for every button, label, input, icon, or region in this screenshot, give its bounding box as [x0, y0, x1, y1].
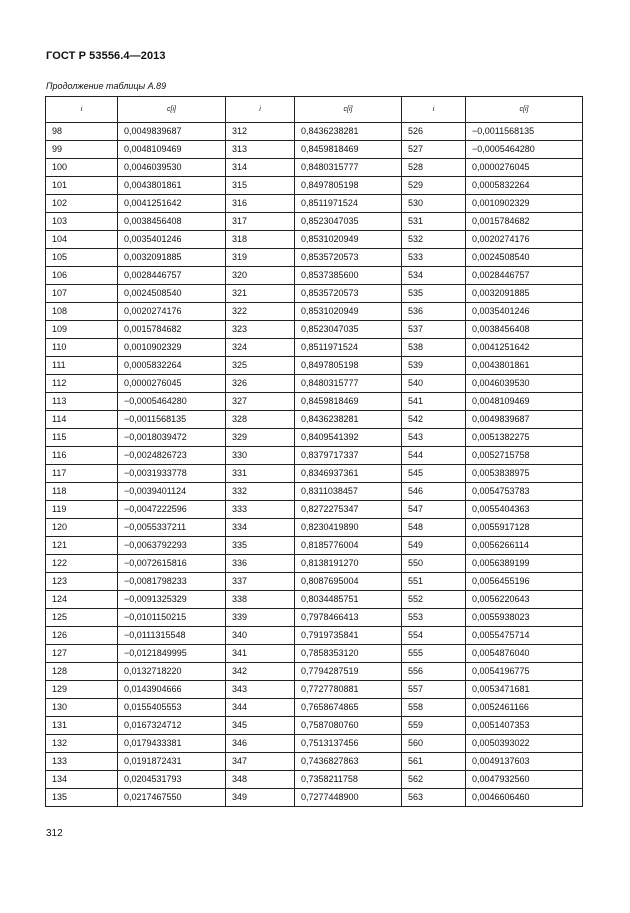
cell-coefficient: 0,8535720573 — [295, 285, 402, 303]
cell-index: 530 — [402, 195, 466, 213]
cell-index: 320 — [226, 267, 295, 285]
cell-coefficient: 0,8138191270 — [295, 555, 402, 573]
cell-coefficient: 0,0054196775 — [466, 663, 583, 681]
cell-coefficient: −0,0081798233 — [118, 573, 226, 591]
cell-index: 545 — [402, 465, 466, 483]
cell-index: 336 — [226, 555, 295, 573]
cell-coefficient: −0,0047222596 — [118, 501, 226, 519]
cell-index: 324 — [226, 339, 295, 357]
cell-index: 347 — [226, 753, 295, 771]
cell-index: 116 — [46, 447, 118, 465]
cell-coefficient: −0,0039401124 — [118, 483, 226, 501]
cell-index: 132 — [46, 735, 118, 753]
table-row — [46, 393, 583, 411]
cell-index: 322 — [226, 303, 295, 321]
cell-coefficient: −0,0011568135 — [118, 411, 226, 429]
table-row — [46, 753, 583, 771]
cell-coefficient: 0,0005832264 — [466, 177, 583, 195]
cell-coefficient: 0,8497805198 — [295, 357, 402, 375]
cell-index: 550 — [402, 555, 466, 573]
cell-index: 328 — [226, 411, 295, 429]
cell-coefficient: 0,8459818469 — [295, 141, 402, 159]
cell-index: 538 — [402, 339, 466, 357]
cell-index: 111 — [46, 357, 118, 375]
cell-index: 543 — [402, 429, 466, 447]
table-row — [46, 537, 583, 555]
cell-coefficient: 0,0010902329 — [466, 195, 583, 213]
cell-index: 326 — [226, 375, 295, 393]
cell-index: 126 — [46, 627, 118, 645]
cell-index: 122 — [46, 555, 118, 573]
cell-coefficient: 0,7794287519 — [295, 663, 402, 681]
cell-coefficient: 0,0155405553 — [118, 699, 226, 717]
cell-coefficient: 0,8185776004 — [295, 537, 402, 555]
cell-index: 549 — [402, 537, 466, 555]
cell-index: 129 — [46, 681, 118, 699]
table-caption: Продолжение таблицы А.89 — [46, 81, 167, 91]
cell-coefficient: 0,0048109469 — [118, 141, 226, 159]
cell-index: 552 — [402, 591, 466, 609]
cell-coefficient: −0,0055337211 — [118, 519, 226, 537]
cell-coefficient: 0,8537385600 — [295, 267, 402, 285]
cell-index: 127 — [46, 645, 118, 663]
cell-index: 98 — [46, 123, 118, 141]
cell-index: 345 — [226, 717, 295, 735]
cell-index: 344 — [226, 699, 295, 717]
cell-coefficient: 0,0056389199 — [466, 555, 583, 573]
table-row — [46, 375, 583, 393]
table-row — [46, 735, 583, 753]
cell-coefficient: 0,0054876040 — [466, 645, 583, 663]
cell-index: 541 — [402, 393, 466, 411]
cell-coefficient: 0,0032091885 — [118, 249, 226, 267]
cell-coefficient: 0,0000276045 — [118, 375, 226, 393]
table-row — [46, 411, 583, 429]
cell-index: 343 — [226, 681, 295, 699]
cell-index: 340 — [226, 627, 295, 645]
cell-coefficient: 0,0049839687 — [466, 411, 583, 429]
cell-index: 123 — [46, 573, 118, 591]
cell-coefficient: 0,7658674865 — [295, 699, 402, 717]
cell-index: 105 — [46, 249, 118, 267]
cell-coefficient: 0,0053838975 — [466, 465, 583, 483]
table-row — [46, 285, 583, 303]
cell-index: 100 — [46, 159, 118, 177]
cell-index: 555 — [402, 645, 466, 663]
cell-index: 119 — [46, 501, 118, 519]
cell-coefficient: −0,0091325329 — [118, 591, 226, 609]
header-index-3: i — [402, 97, 466, 123]
cell-coefficient: −0,0101150215 — [118, 609, 226, 627]
table-row — [46, 231, 583, 249]
cell-coefficient: 0,8511971524 — [295, 195, 402, 213]
header-coef-3: c[i] — [466, 97, 583, 123]
cell-coefficient: 0,8480315777 — [295, 159, 402, 177]
cell-index: 547 — [402, 501, 466, 519]
cell-coefficient: 0,7587080760 — [295, 717, 402, 735]
cell-index: 339 — [226, 609, 295, 627]
cell-coefficient: 0,0055475714 — [466, 627, 583, 645]
table-row — [46, 195, 583, 213]
cell-coefficient: 0,8311038457 — [295, 483, 402, 501]
cell-index: 560 — [402, 735, 466, 753]
cell-index: 548 — [402, 519, 466, 537]
header-index-2: i — [226, 97, 295, 123]
cell-index: 544 — [402, 447, 466, 465]
cell-index: 527 — [402, 141, 466, 159]
table-row — [46, 321, 583, 339]
cell-index: 335 — [226, 537, 295, 555]
cell-index: 118 — [46, 483, 118, 501]
cell-index: 99 — [46, 141, 118, 159]
cell-coefficient: 0,0217467550 — [118, 789, 226, 807]
cell-coefficient: 0,0047932560 — [466, 771, 583, 789]
cell-index: 557 — [402, 681, 466, 699]
cell-coefficient: −0,0031933778 — [118, 465, 226, 483]
table-row — [46, 123, 583, 141]
cell-coefficient: 0,7978466413 — [295, 609, 402, 627]
cell-index: 108 — [46, 303, 118, 321]
cell-coefficient: 0,7919735841 — [295, 627, 402, 645]
cell-index: 562 — [402, 771, 466, 789]
cell-coefficient: 0,0015784682 — [466, 213, 583, 231]
cell-index: 103 — [46, 213, 118, 231]
cell-coefficient: 0,0035401246 — [118, 231, 226, 249]
cell-index: 124 — [46, 591, 118, 609]
cell-index: 125 — [46, 609, 118, 627]
table-row — [46, 249, 583, 267]
cell-coefficient: 0,0056455196 — [466, 573, 583, 591]
cell-index: 349 — [226, 789, 295, 807]
cell-coefficient: 0,8523047035 — [295, 213, 402, 231]
cell-coefficient: 0,0056220643 — [466, 591, 583, 609]
cell-coefficient: 0,0010902329 — [118, 339, 226, 357]
cell-index: 327 — [226, 393, 295, 411]
cell-index: 316 — [226, 195, 295, 213]
cell-coefficient: 0,0204531793 — [118, 771, 226, 789]
cell-coefficient: 0,8459818469 — [295, 393, 402, 411]
cell-index: 542 — [402, 411, 466, 429]
cell-coefficient: 0,8531020949 — [295, 231, 402, 249]
cell-index: 533 — [402, 249, 466, 267]
cell-index: 130 — [46, 699, 118, 717]
cell-coefficient: −0,0011568135 — [466, 123, 583, 141]
cell-index: 531 — [402, 213, 466, 231]
cell-index: 133 — [46, 753, 118, 771]
table-row — [46, 717, 583, 735]
cell-coefficient: 0,0046039530 — [466, 375, 583, 393]
table-row — [46, 501, 583, 519]
cell-coefficient: 0,8087695004 — [295, 573, 402, 591]
cell-index: 338 — [226, 591, 295, 609]
cell-coefficient: 0,0043801861 — [118, 177, 226, 195]
cell-index: 558 — [402, 699, 466, 717]
table-row — [46, 357, 583, 375]
table-row — [46, 609, 583, 627]
cell-index: 528 — [402, 159, 466, 177]
cell-coefficient: 0,0038456408 — [118, 213, 226, 231]
table-body — [46, 123, 583, 807]
cell-coefficient: 0,0041251642 — [118, 195, 226, 213]
cell-index: 330 — [226, 447, 295, 465]
cell-coefficient: 0,0028446757 — [466, 267, 583, 285]
cell-coefficient: 0,0053471681 — [466, 681, 583, 699]
cell-coefficient: −0,0024826723 — [118, 447, 226, 465]
table-row — [46, 591, 583, 609]
cell-coefficient: 0,0167324712 — [118, 717, 226, 735]
cell-index: 315 — [226, 177, 295, 195]
table-row — [46, 771, 583, 789]
cell-coefficient: 0,0179433381 — [118, 735, 226, 753]
table-row — [46, 429, 583, 447]
cell-index: 341 — [226, 645, 295, 663]
cell-index: 313 — [226, 141, 295, 159]
table-row — [46, 555, 583, 573]
cell-index: 348 — [226, 771, 295, 789]
cell-index: 536 — [402, 303, 466, 321]
cell-coefficient: 0,8272275347 — [295, 501, 402, 519]
cell-index: 323 — [226, 321, 295, 339]
cell-index: 128 — [46, 663, 118, 681]
cell-index: 534 — [402, 267, 466, 285]
cell-index: 546 — [402, 483, 466, 501]
table-header-row — [46, 97, 583, 123]
header-index-1: i — [46, 97, 118, 123]
table-row — [46, 519, 583, 537]
cell-index: 526 — [402, 123, 466, 141]
cell-coefficient: 0,0055938023 — [466, 609, 583, 627]
cell-coefficient: 0,0049137603 — [466, 753, 583, 771]
cell-index: 121 — [46, 537, 118, 555]
cell-index: 556 — [402, 663, 466, 681]
cell-index: 112 — [46, 375, 118, 393]
cell-index: 114 — [46, 411, 118, 429]
cell-index: 529 — [402, 177, 466, 195]
cell-index: 561 — [402, 753, 466, 771]
cell-coefficient: −0,0072615816 — [118, 555, 226, 573]
cell-coefficient: 0,0038456408 — [466, 321, 583, 339]
cell-coefficient: 0,0054753783 — [466, 483, 583, 501]
cell-coefficient: 0,8523047035 — [295, 321, 402, 339]
cell-coefficient: 0,0051382275 — [466, 429, 583, 447]
table-row — [46, 141, 583, 159]
cell-coefficient: 0,0005832264 — [118, 357, 226, 375]
cell-coefficient: −0,0018039472 — [118, 429, 226, 447]
cell-coefficient: 0,7727780881 — [295, 681, 402, 699]
cell-coefficient: 0,0143904666 — [118, 681, 226, 699]
cell-coefficient: 0,0191872431 — [118, 753, 226, 771]
cell-index: 318 — [226, 231, 295, 249]
cell-index: 554 — [402, 627, 466, 645]
cell-coefficient: 0,0024508540 — [466, 249, 583, 267]
cell-coefficient: 0,8346937361 — [295, 465, 402, 483]
cell-coefficient: 0,8535720573 — [295, 249, 402, 267]
cell-index: 532 — [402, 231, 466, 249]
cell-index: 333 — [226, 501, 295, 519]
cell-index: 135 — [46, 789, 118, 807]
cell-index: 539 — [402, 357, 466, 375]
cell-index: 553 — [402, 609, 466, 627]
cell-index: 331 — [226, 465, 295, 483]
cell-index: 110 — [46, 339, 118, 357]
cell-coefficient: 0,0015784682 — [118, 321, 226, 339]
table-row — [46, 465, 583, 483]
cell-index: 106 — [46, 267, 118, 285]
table-row — [46, 627, 583, 645]
cell-index: 342 — [226, 663, 295, 681]
cell-coefficient: 0,0020274176 — [466, 231, 583, 249]
cell-coefficient: 0,0000276045 — [466, 159, 583, 177]
table-row — [46, 447, 583, 465]
table-row — [46, 645, 583, 663]
cell-index: 134 — [46, 771, 118, 789]
table-row — [46, 159, 583, 177]
cell-coefficient: 0,0020274176 — [118, 303, 226, 321]
table-row — [46, 339, 583, 357]
cell-index: 329 — [226, 429, 295, 447]
cell-index: 559 — [402, 717, 466, 735]
cell-index: 537 — [402, 321, 466, 339]
table-row — [46, 681, 583, 699]
cell-coefficient: 0,0046606460 — [466, 789, 583, 807]
cell-coefficient: 0,8230419890 — [295, 519, 402, 537]
cell-coefficient: 0,8409541392 — [295, 429, 402, 447]
cell-index: 314 — [226, 159, 295, 177]
cell-coefficient: 0,0049839687 — [118, 123, 226, 141]
document-code: ГОСТ Р 53556.4—2013 — [46, 50, 166, 62]
table-row — [46, 303, 583, 321]
table-row — [46, 789, 583, 807]
table-row — [46, 573, 583, 591]
coefficients-table — [45, 96, 583, 807]
cell-index: 325 — [226, 357, 295, 375]
cell-index: 535 — [402, 285, 466, 303]
cell-index: 319 — [226, 249, 295, 267]
cell-coefficient: −0,0121849995 — [118, 645, 226, 663]
cell-coefficient: −0,0111315548 — [118, 627, 226, 645]
cell-coefficient: 0,0051407353 — [466, 717, 583, 735]
cell-index: 102 — [46, 195, 118, 213]
cell-index: 540 — [402, 375, 466, 393]
cell-coefficient: 0,8436238281 — [295, 411, 402, 429]
cell-coefficient: 0,0055404363 — [466, 501, 583, 519]
cell-coefficient: 0,8511971524 — [295, 339, 402, 357]
cell-coefficient: 0,8480315777 — [295, 375, 402, 393]
cell-index: 109 — [46, 321, 118, 339]
cell-index: 551 — [402, 573, 466, 591]
cell-index: 120 — [46, 519, 118, 537]
cell-index: 317 — [226, 213, 295, 231]
cell-index: 117 — [46, 465, 118, 483]
table-row — [46, 699, 583, 717]
cell-coefficient: −0,0005464280 — [466, 141, 583, 159]
cell-coefficient: 0,0032091885 — [466, 285, 583, 303]
cell-index: 346 — [226, 735, 295, 753]
cell-coefficient: 0,0043801861 — [466, 357, 583, 375]
cell-index: 312 — [226, 123, 295, 141]
cell-coefficient: 0,0024508540 — [118, 285, 226, 303]
cell-index: 334 — [226, 519, 295, 537]
cell-coefficient: 0,8379717337 — [295, 447, 402, 465]
cell-coefficient: 0,0055917128 — [466, 519, 583, 537]
cell-coefficient: 0,7858353120 — [295, 645, 402, 663]
cell-coefficient: 0,0050393022 — [466, 735, 583, 753]
cell-coefficient: 0,7277448900 — [295, 789, 402, 807]
cell-index: 563 — [402, 789, 466, 807]
cell-coefficient: 0,0028446757 — [118, 267, 226, 285]
cell-coefficient: 0,0046039530 — [118, 159, 226, 177]
cell-coefficient: 0,7513137456 — [295, 735, 402, 753]
cell-coefficient: −0,0063792293 — [118, 537, 226, 555]
cell-coefficient: 0,0041251642 — [466, 339, 583, 357]
cell-index: 101 — [46, 177, 118, 195]
table-row — [46, 213, 583, 231]
cell-coefficient: 0,7358211758 — [295, 771, 402, 789]
cell-index: 337 — [226, 573, 295, 591]
cell-coefficient: 0,0048109469 — [466, 393, 583, 411]
cell-coefficient: 0,0035401246 — [466, 303, 583, 321]
header-coef-2: c[i] — [295, 97, 402, 123]
cell-coefficient: 0,8436238281 — [295, 123, 402, 141]
table-row — [46, 177, 583, 195]
cell-coefficient: −0,0005464280 — [118, 393, 226, 411]
table-row — [46, 267, 583, 285]
page-number: 312 — [46, 828, 63, 839]
cell-index: 104 — [46, 231, 118, 249]
cell-index: 115 — [46, 429, 118, 447]
cell-coefficient: 0,0052461166 — [466, 699, 583, 717]
cell-index: 107 — [46, 285, 118, 303]
cell-coefficient: 0,8034485751 — [295, 591, 402, 609]
cell-index: 113 — [46, 393, 118, 411]
table-row — [46, 483, 583, 501]
cell-index: 332 — [226, 483, 295, 501]
cell-coefficient: 0,7436827863 — [295, 753, 402, 771]
cell-coefficient: 0,0052715758 — [466, 447, 583, 465]
table-row — [46, 663, 583, 681]
cell-coefficient: 0,8497805198 — [295, 177, 402, 195]
cell-index: 321 — [226, 285, 295, 303]
cell-index: 131 — [46, 717, 118, 735]
header-coef-1: c[i] — [118, 97, 226, 123]
cell-coefficient: 0,0132718220 — [118, 663, 226, 681]
cell-coefficient: 0,8531020949 — [295, 303, 402, 321]
cell-coefficient: 0,0056266114 — [466, 537, 583, 555]
